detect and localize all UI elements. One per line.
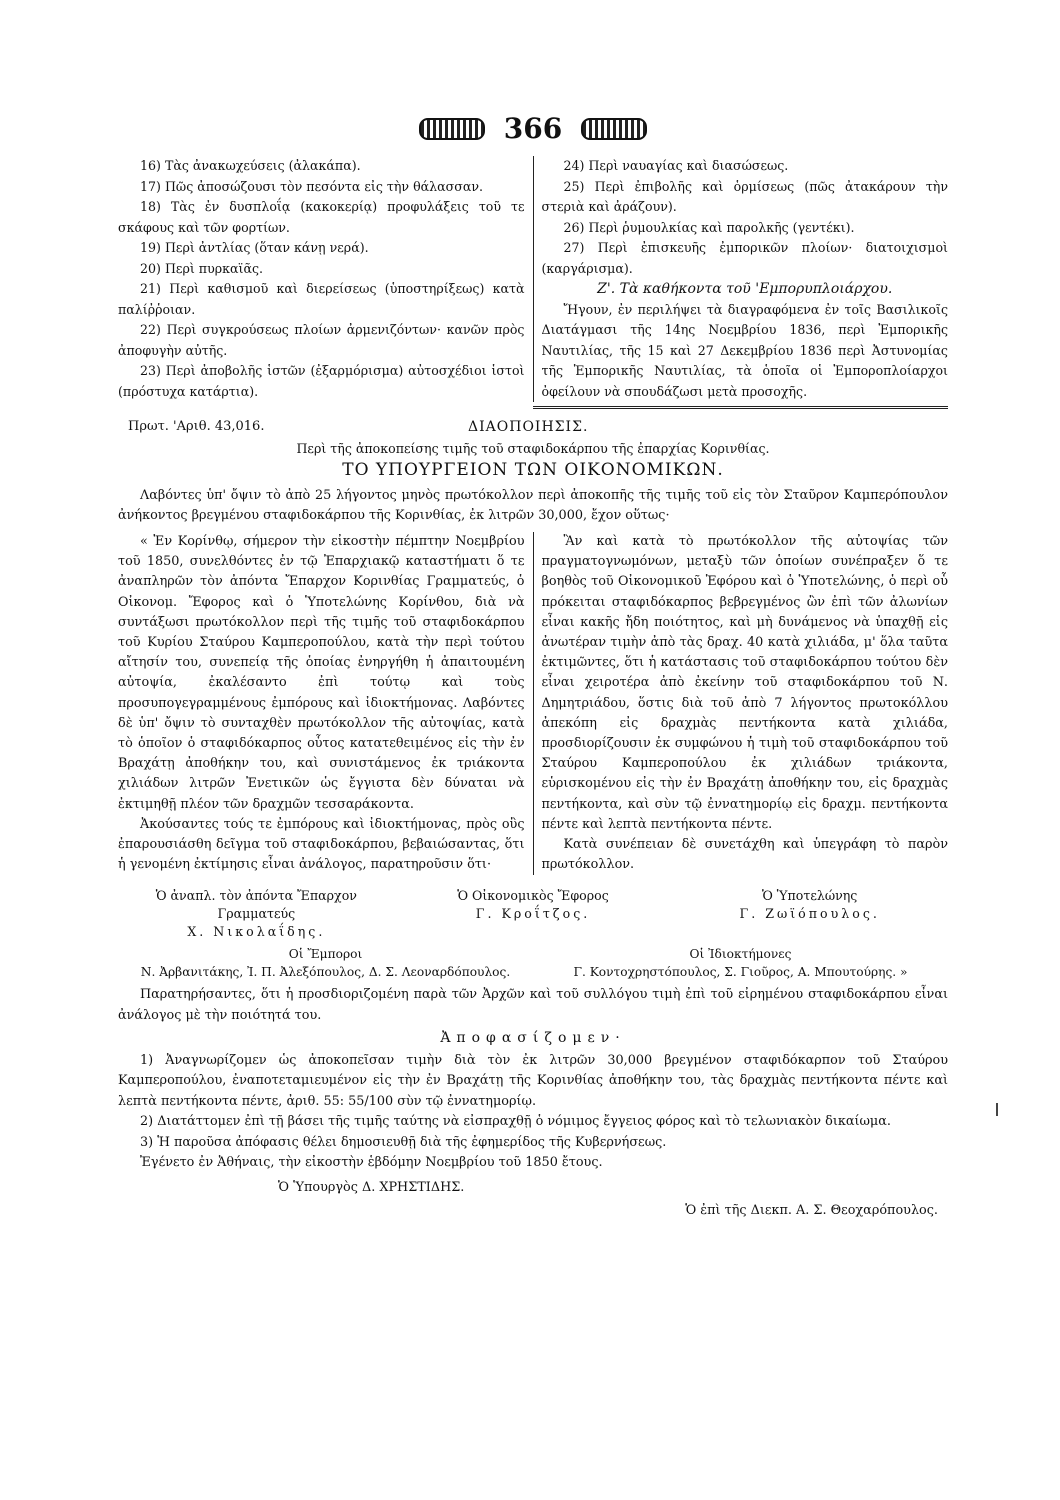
decision-point: 3) Ἡ παροῦσα ἀπόφασις θέλει δημοσιευθῇ διὰ τῆς ἐφημερίδος τῆς Κυβερνήσεως. bbox=[140, 1134, 667, 1150]
decide-heading: Ἀποφασίζομεν· bbox=[440, 1030, 626, 1047]
signature-name: Γ. Ζωϊόπουλος. bbox=[739, 906, 880, 922]
ministry-heading: ΤΟ ΥΠΟΥΡΓΕΙΟΝ ΤΩΝ ΟΙΚΟΝΟΜΙΚΩΝ. bbox=[342, 460, 724, 480]
declaration-subtitle: Περὶ τῆς ἀποκοπείσης τιμῆς τοῦ σταφιδοκάρπου τῆς ἐπαρχίας Κορινθίας. bbox=[296, 441, 770, 456]
section-heading: Ζ'. Τὰ καθήκοντα τοῦ 'Εμπορυπλοιάρχου. bbox=[597, 281, 893, 297]
list-item: 21) Περὶ καθισμοῦ καὶ διερείσεως (ὑποστηρίξεως) κατὰ παλίῤῥοιαν. bbox=[118, 281, 525, 317]
left-column bbox=[118, 156, 534, 402]
double-rule bbox=[533, 406, 948, 409]
signature-block bbox=[671, 887, 948, 941]
list-item: 23) Περὶ ἀποβολῆς ἱστῶν (ἐξαρμόρισμα) αὐτοσχέδιοι ἱστοὶ (πρόστυχα κατάρτια). bbox=[118, 363, 525, 399]
list-item: 17) Πῶς ἀποσώζουσι τὸν πεσόντα εἰς τὴν θάλασσαν. bbox=[140, 178, 484, 194]
top-columns bbox=[118, 156, 948, 402]
left-ornament-icon bbox=[419, 118, 485, 140]
merchants-names: Ν. Ἀρβανιτάκης, Ἰ. Π. Ἀλεξόπουλος, Δ. Σ. Λεοναρδόπουλος. bbox=[140, 965, 511, 980]
list-item: 18) Τὰς ἐν δυσπλοΐᾳ (κακοκερίᾳ) προφυλάξεις τοῦ τε σκάφους καὶ τῶν φορτίων. bbox=[118, 199, 525, 235]
owners-names: Γ. Κοντοχρηστόπουλος, Σ. Γιοῦρος, Α. Μπουτούρης. » bbox=[573, 965, 908, 980]
list-item: 25) Περὶ ἐπιβολῆς καὶ ὁρμίσεως (πῶς ἀτακάρουν τὴν στεριὰ καὶ ἀράζουν). bbox=[541, 178, 948, 214]
signature-block bbox=[118, 887, 395, 941]
list-item: 19) Περὶ ἀντλίας (ὅταν κάνῃ νερά). bbox=[140, 240, 369, 255]
declaration-title: ΔΙΑΟΠΟΙΗΣΙΣ. bbox=[468, 419, 589, 435]
signature-name: Χ. Νικολαΐδης. bbox=[187, 924, 326, 940]
protocol-line bbox=[118, 419, 948, 435]
merchants-block bbox=[118, 945, 533, 981]
page-number: 366 bbox=[503, 112, 563, 145]
signature-title: Ὁ Οἰκονομικὸς Ἔφορος bbox=[457, 888, 609, 904]
margin-mark bbox=[996, 1103, 998, 1116]
protocol-left-column bbox=[118, 532, 534, 875]
paragraph: Κατὰ συνέπειαν δὲ συνετάχθη καὶ ὑπεγράφη τὸ παρὸν πρωτόκολλον. bbox=[541, 837, 948, 873]
right-column bbox=[534, 156, 949, 402]
decision-point: 2) Διατάττομεν ἐπὶ τῇ βάσει τῆς τιμῆς ταύτης νὰ εἰσπραχθῇ ὁ νόμιμος ἔγγειος φόρος καὶ τὸ τελωνιακὸν δικαίωμα. bbox=[140, 1114, 891, 1130]
list-item: 22) Περὶ συγκρούσεως πλοίων ἀρμενιζόντων· κανῶν πρὸς ἀποφυγὴν αὐτῆς. bbox=[118, 322, 525, 358]
decision-point: 1) Ἀναγνωρίζομεν ὡς ἀποκοπεῖσαν τιμὴν διὰ τὸν ἐκ λιτρῶν 30,000 βρεγμένον σταφιδόκαρπον τοῦ Σταύρου Καμπεροπούλου, ἐναποτεταμιευμένον εἰς τὴν ἐν Βραχάτῃ τῆς Κορινθίας ἀποθήκην του, τὰς δραχμὰς πεντήκοντα πέντε καὶ λεπτὰ πεντήκοντα πέντε, ἀριθ. 55: 55/100 σὺν τῷ ἐννατημορίῳ. bbox=[118, 1052, 948, 1109]
protocol-number: Πρωτ. 'Αριθ. 43,016. bbox=[128, 419, 265, 434]
paragraph: Ἂν καὶ κατὰ τὸ πρωτόκολλον τῆς αὐτοψίας τῶν πραγματογνωμόνων, μεταξὺ τῶν ὁποίων συνέπραξεν ὅ τε βοηθὸς τοῦ Οἰκονομικοῦ Ἐφόρου καὶ ὁ Ὑποτελώνης, ὁ περὶ οὗ πρόκειται σταφιδόκαρπος βεβρεγμένος ὢν ἐπὶ τῶν ἀλωνίων εἶναι κακῆς ἤδη ποιότητος, καὶ μὴ δυνάμενος νὰ ὑπαχθῇ εἰς ἀνωτέραν τιμὴν ἀπὸ τὰς δραχ. 40 κατὰ χιλιάδα, μ' ὅλα ταῦτα ἐκτιμῶντες, ὅτι ἡ κατάστασις τοῦ σταφιδοκάρπου τούτου δὲν εἶναι χειροτέρα ἀπὸ ἐκείνην τοῦ σταφιδοκάρπου τοῦ Ν. Δημητριάδου, ὅστις διὰ τοῦ ἀπὸ 7 λήγοντος πρωτοκόλλου ἀπεκόπη εἰς δραχμὰς πεντήκοντα κατὰ χιλιάδα, προσδιορίζουσιν ἐκ συμφώνου ἡ τιμὴ τοῦ σταφιδοκάρπου τοῦ Σταύρου Καμπεροπούλου ἐκ χιλιάδων τριάκοντα, εὑρισκομένου εἰς τὴν ἐν Βραχάτῃ ἀποθήκην του, εἰς δραχμὰς πεντήκοντα, καὶ σὺν τῷ ἐννατημορίῳ εἰς δραχμ. πεντήκοντα πέντε καὶ λεπτὰ πεντήκοντα πέντε. bbox=[541, 534, 948, 832]
list-item: 24) Περὶ ναυαγίας καὶ διασώσεως. bbox=[563, 158, 789, 173]
decision-body bbox=[118, 985, 948, 1174]
merchants-title: Οἱ Ἔμποροι bbox=[288, 947, 363, 962]
intro-paragraph: Λαβόντες ὑπ' ὄψιν τὸ ἀπὸ 25 λήγοντος μηνὸς πρωτόκολλον περὶ ἀποκοπῆς τῆς τιμῆς τοῦ εἰς τὸν Σταῦρον Καμπερόπουλον ἀνήκοντος βρεγμένου σταφιδοκάρπου τῆς Κορινθίας, ἐκ λιτρῶν 30,000, ἔχον οὕτως· bbox=[118, 488, 948, 523]
observing-paragraph: Παρατηρήσαντες, ὅτι ἡ προσδιοριζομένη παρὰ τῶν Ἀρχῶν καὶ τοῦ συλλόγου τιμὴ ἐπὶ τοῦ εἰρημένου σταφιδοκάρπου εἶναι ἀνάλογος μὲ τὴν ποιότητά του. bbox=[118, 987, 948, 1023]
list-item: 20) Περὶ πυρκαϊᾶς. bbox=[140, 260, 264, 276]
page-header bbox=[118, 112, 948, 152]
document-page bbox=[118, 112, 948, 1218]
signature-name: Γ. Κροΐτζος. bbox=[475, 906, 591, 922]
protocol-right-column bbox=[534, 532, 949, 875]
list-item: 16) Τὰς ἀνακωχεύσεις (ἀλακάπα). bbox=[140, 158, 361, 173]
date-line: Ἐγένετο ἐν Ἀθήναις, τὴν εἰκοστὴν ἑβδόμην Νοεμβρίου τοῦ 1850 ἔτους. bbox=[140, 1155, 603, 1171]
signature-title: Ὁ ἀναπλ. τὸν ἀπόντα Ἔπαρχον Γραμματεύς bbox=[155, 888, 357, 922]
paragraph: « Ἐν Κορίνθῳ, σήμερον τὴν εἰκοστὴν πέμπτην Νοεμβρίου τοῦ 1850, συνελθόντες ἐν τῷ Ἐπαρχιακῷ καταστήματι ὅ τε ἀναπληρῶν τὸν ἀπόντα Ἔπαρχον Κορινθίας Γραμματεύς, ὁ Οἰκονομ. Ἔφορος καὶ ὁ Ὑποτελώνης Κορίνθου, διὰ νὰ συντάξωσι πρωτόκολλον περὶ τῆς τιμῆς τοῦ σταφιδοκάρπου τοῦ Κυρίου Σταύρου Καμπεροπούλου, κατὰ τὴν περὶ τούτου αἴτησίν του, συνεπείᾳ τῆς ὁποίας ἐνηργήθη ἡ ἀπαιτουμένη αὐτοψία, ἐκαλέσαντο ἐπὶ τούτῳ καὶ τοὺς προσυπογεγραμμένους ἐμπόρους καὶ ἰδιοκτήμονας. Λαβόντες δὲ ὑπ' ὄψιν τὸ συνταχθὲν πρωτόκολλον τῆς αὐτοψίας, κατὰ τὸ ὁποῖον ὁ σταφιδόκαρπος οὗτος κατατεθειμένος εἰς τὴν ἐν Βραχάτῃ ἀποθήκην του, καὶ συνιστάμενος ἐκ τριάκοντα χιλιάδων λιτρῶν Ἐνετικῶν ὡς ἔγγιστα δὲν δύναται νὰ ἐκτιμηθῇ πλέον τῶν δραχμῶν τεσσαράκοντα. bbox=[118, 534, 525, 812]
list-item: 27) Περὶ ἐπισκευῆς ἐμπορικῶν πλοίων· διατοιχισμοὶ (καργάρισμα). bbox=[541, 240, 948, 276]
protocol-columns bbox=[118, 532, 948, 875]
merchant-owner-signatures bbox=[118, 945, 948, 981]
right-ornament-icon bbox=[581, 118, 647, 140]
owners-block bbox=[533, 945, 948, 981]
paragraph: Ἀκούσαντες τούς τε ἐμπόρους καὶ ἰδιοκτήμονας, πρὸς οὓς ἐπαρουσιάσθη δεῖγμα τοῦ σταφιδοκάρπου, βεβαιώσαντας, ὅτι ἡ γενομένη ἐκτίμησις εἶναι ἀνάλογος, παρατηροῦσιν ὅτι· bbox=[118, 816, 525, 873]
section-text: Ἤγουν, ἐν περιλήψει τὰ διαγραφόμενα ἐν τοῖς Βασιλικοῖς Διατάγμασι τῆς 14ης Νοεμβρίου 1836, περὶ Ἐμπορικῆς Ναυτιλίας, τῆς 15 καὶ 27 Δεκεμβρίου 1836 περὶ Ἀστυνομίας τῆς Ἐμπορικῆς Ναυτιλίας, τὰ ὁποῖα οἱ Ἐμποροπλοίαρχοι ὀφείλουν νὰ σπουδάζωσι μετὰ προσοχῆς. bbox=[541, 301, 948, 399]
list-item: 26) Περὶ ῥυμουλκίας καὶ παρολκῆς (γεντέκι). bbox=[563, 219, 855, 235]
official-signatures bbox=[118, 887, 948, 941]
owners-title: Οἱ Ἰδιοκτήμονες bbox=[689, 947, 792, 962]
minister-signature: Ὁ Ὑπουργὸς Δ. ΧΡΗΣΤΙΔΗΣ. bbox=[278, 1179, 465, 1195]
minister-line bbox=[118, 1180, 948, 1195]
director-signature: Ὁ ἐπὶ τῆς Διεκπ. Α. Σ. Θεοχαρόπουλος. bbox=[685, 1202, 938, 1218]
signature-title: Ὁ Ὑποτελώνης bbox=[761, 888, 858, 904]
signature-block bbox=[395, 887, 672, 941]
